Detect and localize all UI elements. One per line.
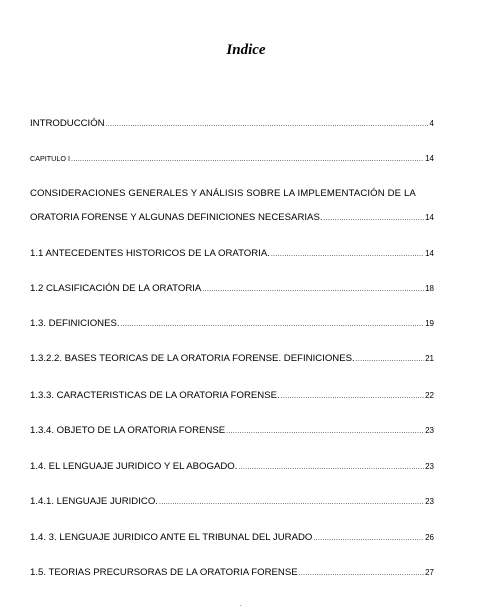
toc-entry-teorias-precursoras[interactable]	[30, 567, 434, 580]
dot-leader	[71, 154, 424, 166]
toc-page-number: 4	[429, 119, 434, 128]
toc-entry-antecedentes-historicos[interactable]	[30, 248, 434, 261]
dot-leader	[159, 497, 424, 509]
toc-entry-text: INTRODUCCIÓN	[30, 118, 105, 129]
toc-entry-text: 1.3.4. OBJETO DE LA ORATORIA FORENSE	[30, 425, 226, 436]
dot-leader	[281, 391, 424, 403]
toc-page-number: 27	[425, 568, 434, 577]
toc-entry-text-line1: CONSIDERACIONES GENERALES Y ANÁLISIS SOBRE LA IMPLEMENTACIÓN DE LA	[30, 188, 416, 199]
toc-entry-text: 1.4. 3. LENGUAJE JURIDICO ANTE EL TRIBUNAL DEL JURADO	[30, 532, 313, 543]
toc-entry-text: 1.5. TEORIAS PRECURSORAS DE LA ORATORIA FORENSE	[30, 567, 298, 578]
toc-entry-text: CAPITULO I	[30, 154, 70, 163]
toc-page-number: 22	[425, 391, 434, 400]
toc-page-number: 14	[425, 249, 434, 258]
toc-entry-consideraciones-generales[interactable]	[30, 188, 434, 225]
toc-page-number: 21	[425, 354, 434, 363]
dot-leader	[121, 319, 425, 331]
dot-leader	[106, 119, 429, 131]
toc-entry-text: 1.4.1. LENGUAJE JURIDICO.	[30, 496, 158, 507]
toc-page-number: 23	[425, 426, 434, 435]
dot-leader	[238, 462, 424, 474]
toc-entry-text: 1.2 CLASIFICACIÓN DE LA ORATORIA	[30, 283, 202, 294]
toc-page-number: 14	[425, 154, 434, 163]
page-title: Indice	[226, 42, 266, 58]
toc-entry-bases-teoricas[interactable]	[30, 353, 434, 366]
toc-page-number: 14	[425, 213, 434, 222]
toc-entry-introduccion[interactable]	[30, 118, 434, 131]
dot-leader	[226, 426, 424, 438]
toc-page-number: 19	[425, 319, 434, 328]
toc-page-number: 23	[425, 497, 434, 506]
toc-entry-text: 1.1 ANTECEDENTES HISTORICOS DE LA ORATORIA.	[30, 248, 270, 259]
toc-page-number: 26	[425, 533, 434, 542]
footer-mark: .	[240, 602, 242, 608]
dot-leader	[324, 213, 425, 225]
dot-leader	[202, 284, 424, 296]
dot-leader	[356, 354, 424, 366]
toc-entry-definiciones[interactable]	[30, 318, 434, 331]
toc-entry-lenguaje-juridico[interactable]	[30, 496, 434, 509]
toc-entry-text: 1.3. DEFINICIONES.	[30, 318, 120, 329]
toc-page-number: 18	[425, 284, 434, 293]
toc-entry-objeto[interactable]	[30, 425, 434, 438]
dot-leader	[299, 568, 424, 580]
toc-entry-tribunal-jurado[interactable]	[30, 532, 434, 545]
toc-entry-text: 1.4. EL LENGUAJE JURIDICO Y EL ABOGADO.	[30, 461, 238, 472]
toc-entry-caracteristicas[interactable]	[30, 390, 434, 403]
toc-entry-clasificacion[interactable]	[30, 283, 434, 296]
toc-page-number: 23	[425, 462, 434, 471]
dot-leader	[313, 533, 424, 545]
dot-leader	[271, 249, 424, 261]
toc-entry-capitulo-i[interactable]	[30, 153, 434, 166]
toc-entry-text: 1.3.2.2. BASES TEORICAS DE LA ORATORIA FORENSE. DEFINICIONES.	[30, 353, 355, 364]
toc-entry-text: ORATORIA FORENSE Y ALGUNAS DEFINICIONES NECESARIAS.	[30, 212, 323, 223]
toc-entry-text: 1.3.3. CARACTERISTICAS DE LA ORATORIA FORENSE.	[30, 390, 280, 401]
toc-entry-lenguaje-juridico-abogado[interactable]	[30, 461, 434, 474]
